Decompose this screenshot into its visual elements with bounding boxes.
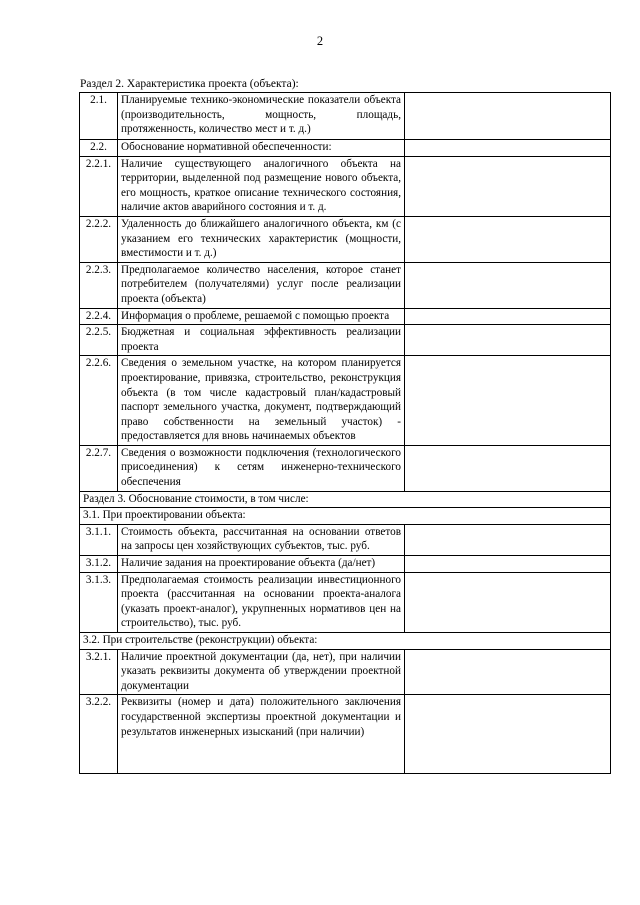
row-value-cell[interactable] — [405, 262, 611, 308]
table-row — [80, 262, 611, 308]
subsection-3-1-header-row — [80, 508, 611, 525]
section-3-title: Раздел 3. Обоснование стоимости, в том числе: — [80, 491, 611, 508]
row-value-cell[interactable] — [405, 308, 611, 325]
row-number: 2.2.5. — [80, 325, 118, 356]
row-description: Наличие существующего аналогичного объекта на территории, выделенной под размещение нового объекта, его мощность, краткое описание технического состояния, наличие актов аварийного состояния и т. д. — [118, 156, 405, 216]
row-number: 3.1.3. — [80, 572, 118, 632]
row-number: 2.2.4. — [80, 308, 118, 325]
row-value-cell[interactable] — [405, 140, 611, 157]
row-description: Планируемые технико-экономические показатели объекта (производительность, мощность, площадь, протяженность, количество мест и т. д.) — [118, 93, 405, 140]
row-description: Предполагаемая стоимость реализации инвестиционного проекта (рассчитанная на основании проекта-аналога (указать проект-аналог), укрупненных нормативов цен на строительство), тыс. руб. — [118, 572, 405, 632]
row-number: 3.2.2. — [80, 695, 118, 774]
table-row — [80, 216, 611, 262]
row-number: 3.2.1. — [80, 649, 118, 695]
row-value-cell[interactable] — [405, 216, 611, 262]
row-description: Информация о проблеме, решаемой с помощью проекта — [118, 308, 405, 325]
table-row — [80, 572, 611, 632]
table-row — [80, 308, 611, 325]
row-description: Реквизиты (номер и дата) положительного заключения государственной экспертизы проектной документации и результатов инженерных изысканий (при наличии) — [118, 695, 405, 774]
table-row — [80, 695, 611, 774]
table-row — [80, 445, 611, 491]
row-description: Сведения о земельном участке, на котором планируется проектирование, привязка, строительство, реконструкция объекта (в том числе кадастровый план/кадастровый паспорт земельного участка, документ, подтверждающий право собственности на земельный участок) - предоставляется для вновь начинаемых объектов — [118, 356, 405, 446]
row-description: Обоснование нормативной обеспеченности: — [118, 140, 405, 157]
row-number: 2.2. — [80, 140, 118, 157]
row-value-cell[interactable] — [405, 356, 611, 446]
project-characteristics-table — [79, 92, 611, 774]
subsection-3-1-title: 3.1. При проектировании объекта: — [80, 508, 611, 525]
row-number: 2.2.3. — [80, 262, 118, 308]
table-row — [80, 156, 611, 216]
row-number: 3.1.1. — [80, 524, 118, 555]
page-number: 2 — [316, 34, 324, 48]
row-value-cell[interactable] — [405, 649, 611, 695]
row-number: 2.1. — [80, 93, 118, 140]
row-description: Наличие проектной документации (да, нет), при наличии указать реквизиты документа об утверждении проектной документации — [118, 649, 405, 695]
section-2-title: Раздел 2. Характеристика проекта (объекта): — [80, 78, 299, 90]
table-row — [80, 649, 611, 695]
row-description: Сведения о возможности подключения (технологического присоединения) к сетям инженерно-технического обеспечения — [118, 445, 405, 491]
row-value-cell[interactable] — [405, 156, 611, 216]
row-description: Бюджетная и социальная эффективность реализации проекта — [118, 325, 405, 356]
row-value-cell[interactable] — [405, 572, 611, 632]
row-value-cell[interactable] — [405, 524, 611, 555]
subsection-3-2-title: 3.2. При строительстве (реконструкции) объекта: — [80, 633, 611, 650]
row-number: 2.2.1. — [80, 156, 118, 216]
table-row — [80, 93, 611, 140]
row-value-cell[interactable] — [405, 695, 611, 774]
row-value-cell[interactable] — [405, 445, 611, 491]
section-3-header-row — [80, 491, 611, 508]
row-number: 2.2.6. — [80, 356, 118, 446]
row-number: 2.2.7. — [80, 445, 118, 491]
row-value-cell[interactable] — [405, 556, 611, 573]
row-description: Наличие задания на проектирование объекта (да/нет) — [118, 556, 405, 573]
row-number: 3.1.2. — [80, 556, 118, 573]
table-row — [80, 325, 611, 356]
subsection-3-2-header-row — [80, 633, 611, 650]
table-row — [80, 524, 611, 555]
table-row — [80, 356, 611, 446]
table-row — [80, 556, 611, 573]
row-value-cell[interactable] — [405, 93, 611, 140]
row-number: 2.2.2. — [80, 216, 118, 262]
row-value-cell[interactable] — [405, 325, 611, 356]
table-row — [80, 140, 611, 157]
row-description: Стоимость объекта, рассчитанная на основании ответов на запросы цен хозяйствующих субъектов, тыс. руб. — [118, 524, 405, 555]
row-description: Удаленность до ближайшего аналогичного объекта, км (с указанием его технических характеристик (мощности, вместимости и т. д.) — [118, 216, 405, 262]
row-description: Предполагаемое количество населения, которое станет потребителем (получателями) услуг после реализации проекта (объекта) — [118, 262, 405, 308]
